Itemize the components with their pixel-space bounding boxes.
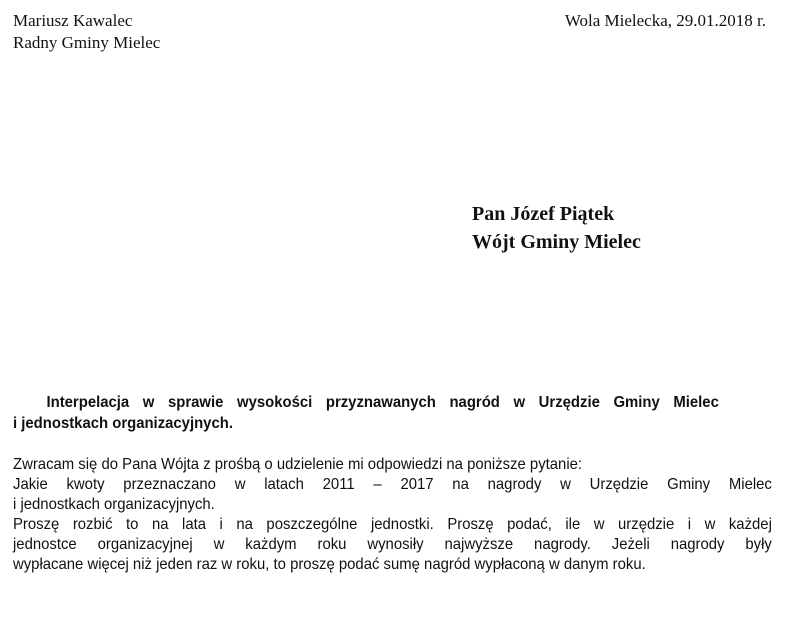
body-p3-line-2: jednostce organizacyjnej w każdym roku wynosiły najwyższe nagrody. Jeżeli nagrody były	[13, 536, 772, 553]
body-paragraph-2	[13, 475, 776, 515]
letter-body	[13, 455, 776, 575]
subject-line-1: Interpelacja w sprawie wysokości przyznawanych nagród w Urzędzie Gminy Mielec	[46, 394, 719, 411]
recipient-title: Wójt Gminy Mielec	[472, 231, 641, 253]
sender-name: Mariusz Kawalec	[13, 11, 133, 30]
subject-heading	[13, 392, 776, 434]
sender-block	[13, 10, 160, 54]
body-p2-line-1: Jakie kwoty przeznaczano w latach 2011 – 2017 na nagrody w Urzędzie Gminy Mielec	[13, 476, 772, 493]
place-date: Wola Mielecka, 29.01.2018 r.	[564, 11, 766, 30]
subject-line-2: i jednostkach organizacyjnych.	[13, 415, 233, 432]
body-p3-line-1: Proszę rozbić to na lata i na poszczególne jednostki. Proszę podać, ile w urzędzie i w każdej	[13, 516, 772, 533]
body-p2-line-2: i jednostkach organizacyjnych.	[13, 496, 215, 513]
recipient-name: Pan Józef Piątek	[472, 203, 615, 225]
sender-title: Radny Gminy Mielec	[13, 33, 161, 52]
body-p3-line-3: wypłacane więcej niż jeden raz w roku, to proszę podać sumę nagród wypłaconą w danym roku.	[13, 556, 646, 573]
body-paragraph-3	[13, 515, 776, 575]
body-paragraph-1: Zwracam się do Pana Wójta z prośbą o udzielenie mi odpowiedzi na poniższe pytanie:	[13, 456, 583, 473]
recipient-block	[472, 200, 641, 256]
